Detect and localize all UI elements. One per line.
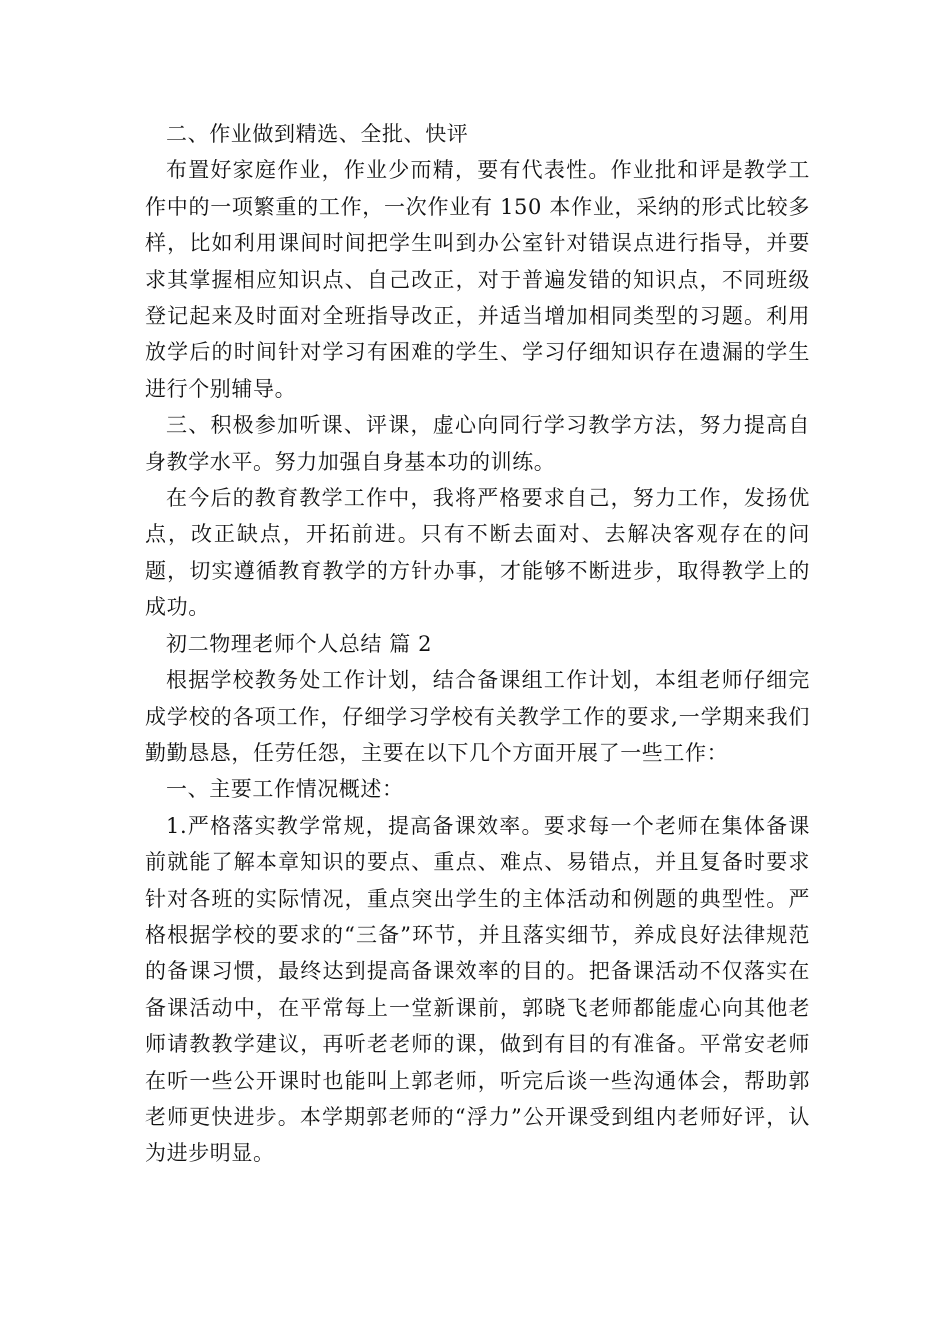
body-paragraph: 布置好家庭作业，作业少而精，要有代表性。作业批和评是教学工作中的一项繁重的工作，一次作业有 150 本作业，采纳的形式比较多样，比如利用课间时间把学生叫到办公室针对错误点进行指导，并要求其掌握相应知识点、自己改正，对于普遍发错的知识点，不同班级登记起来及时面对全班指导改正，并适当增加相同类型的习题。利用放学后的时间针对学习有困难的学生、学习仔细知识存在遗漏的学生进行个别辅导。	[145, 158, 810, 401]
body-paragraph: 1.严格落实教学常规，提高备课效率。要求每一个老师在集体备课前就能了解本章知识的要点、重点、难点、易错点，并且复备时要求针对各班的实际情况，重点突出学生的主体活动和例题的典型性。严格根据学校的要求的“三备”环节，并且落实细节，养成良好法律规范的备课习惯，最终达到提高备课效率的目的。把备课活动不仅落实在备课活动中，在平常每上一堂新课前，郭晓飞老师都能虚心向其他老师请教教学建议，再听老老师的课，做到有目的有准备。平常安老师在听一些公开课时也能叫上郭老师，听完后谈一些沟通体会，帮助郭老师更快进步。本学期郭老师的“浮力”公开课受到组内老师好评，认为进步明显。	[145, 813, 810, 1166]
body-paragraph: 三、积极参加听课、评课，虚心向同行学习教学方法，努力提高自身教学水平。努力加强自身基本功的训练。	[145, 413, 810, 474]
section-heading: 二、作业做到精选、全批、快评	[166, 122, 469, 146]
document-body	[145, 116, 810, 1172]
body-paragraph: 根据学校教务处工作计划，结合备课组工作计划，本组老师仔细完成学校的各项工作，仔细学习学校有关教学工作的要求,一学期来我们勤勤恳恳，任劳任怨，主要在以下几个方面开展了一些工作：	[145, 668, 810, 765]
section-heading: 一、主要工作情况概述：	[166, 777, 404, 802]
article-title: 初二物理老师个人总结 篇 2	[166, 631, 433, 656]
body-paragraph: 在今后的教育教学工作中，我将严格要求自己，努力工作，发扬优点，改正缺点，开拓前进。只有不断去面对、去解决客观存在的问题，切实遵循教育教学的方针办事，才能够不断进步，取得教学上的成功。	[145, 486, 810, 620]
